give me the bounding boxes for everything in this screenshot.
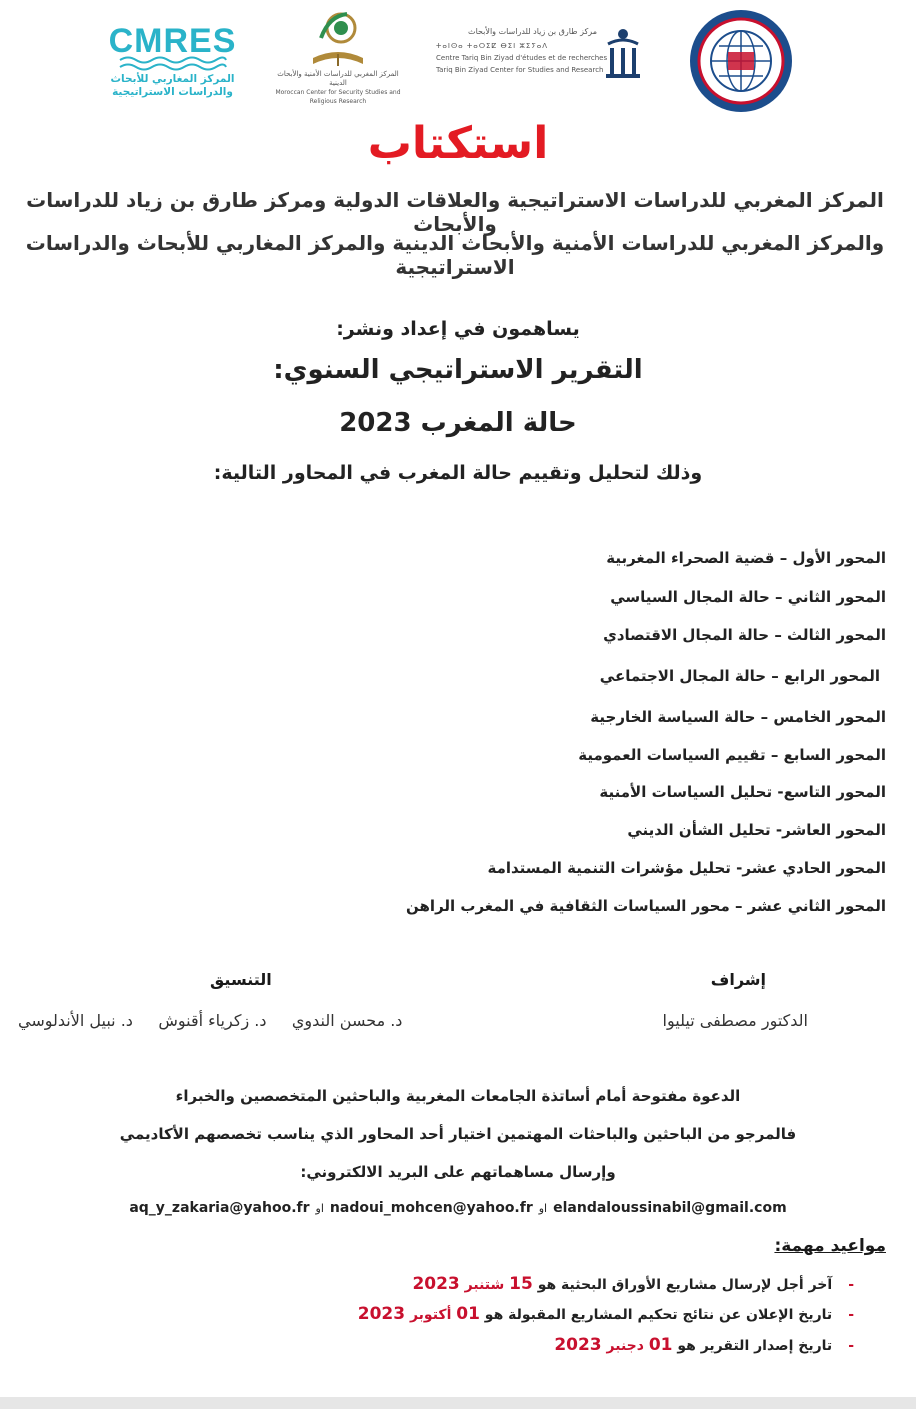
deadline-year: 2023 (412, 1274, 460, 1294)
deadline-year: 2023 (554, 1335, 602, 1355)
email-link-nadoui[interactable]: nadoui_mohcen@yahoo.fr (329, 1200, 533, 1216)
intro-line-1: المركز المغربي للدراسات الاستراتيجية والعلاقات الدولية ومركز طارق بن زياد للدراسات والأبحاث (26, 188, 884, 236)
bullet-dash: - (848, 1277, 854, 1293)
email-row (0, 1200, 916, 1216)
page-bottom-edge (0, 1397, 916, 1409)
tariq-center-en: Tariq Bin Ziyad Center for Studies and Research (436, 66, 604, 74)
axis-item: المحور الحادي عشر- تحليل مؤشرات التنمية المستدامة (487, 859, 886, 877)
bullet-dash: - (848, 1338, 854, 1354)
globe-seal-icon (688, 8, 794, 114)
deadline-item (358, 1304, 854, 1324)
deadlines-heading: مواعيد مهمة: (774, 1236, 886, 1256)
deadline-text: تاريخ الإعلان عن نتائج تحكيم المشاريع المقبولة هو (484, 1307, 833, 1323)
deadline-day: 01 (456, 1304, 480, 1324)
tariq-center-ar: مركز طارق بن زياد للدراسات والأبحاث (468, 27, 597, 36)
waves-icon (118, 55, 228, 73)
axis-item: المحور الثاني – حالة المجال السياسي (610, 588, 886, 606)
deadline-month: دجنبر (606, 1338, 644, 1354)
tariq-center-tifinagh: ⵜⴰⵏⵙⴰ ⵜⴰⵔⵉⵇ ⴱⵉⵏ ⵣⵉⵢⴰⴷ (436, 42, 549, 50)
deadline-item (554, 1335, 854, 1355)
deadline-text: آخر أجل لإرسال مشاريع الأوراق البحثية هو (537, 1277, 833, 1293)
email-separator: او (538, 1202, 548, 1215)
page-title: استكتاب (367, 118, 549, 169)
axis-item: المحور الأول – قضية الصحراء المغربية (606, 549, 886, 567)
deadline-month: شتنبر (464, 1277, 505, 1293)
axis-item: المحور السابع – تقييم السياسات العمومية (578, 746, 886, 764)
deadline-day: 15 (509, 1274, 533, 1294)
security-center-ar: المركز المغربي للدراسات الأمنية والأبحاث الدينية (277, 70, 399, 87)
deadline-day: 01 (648, 1335, 673, 1355)
analysis-line: وذلك لتحليل وتقييم حالة المغرب في المحاور التالية: (213, 462, 703, 484)
report-subtitle: حالة المغرب 2023 (339, 408, 577, 438)
call-line-2: فالمرجو من الباحثين والباحثات المهتمين اختيار أحد المحاور الذي يناسب تخصصهم الأكاديمي (119, 1125, 797, 1143)
coordination-heading: التنسيق (210, 970, 272, 989)
deadline-item (412, 1274, 854, 1294)
deadline-month: أكتوبر (409, 1307, 452, 1323)
security-center-en: Moroccan Center for Security Studies and Religious Research (275, 89, 401, 105)
axis-item: المحور الخامس – حالة السياسة الخارجية (590, 708, 886, 726)
tariq-bin-ziyad-logo (432, 22, 647, 92)
axis-item: المحور الثاني عشر – محور السياسات الثقافية في المغرب الراهن (406, 897, 886, 915)
email-link-elandaloussi[interactable]: elandaloussinabil@gmail.com (553, 1200, 787, 1216)
supervision-heading: إشراف (710, 970, 766, 989)
bullet-dash: - (848, 1307, 854, 1323)
cmres-logo-word: CMRES (108, 22, 237, 60)
deadline-text: تاريخ إصدار التقرير هو (677, 1338, 833, 1354)
intro-line-2: والمركز المغربي للدراسات الأمنية والأبحاث الدينية والمركز المغاربي للأبحاث والدراسات الاستراتيجية (25, 231, 885, 279)
axis-item: المحور الثالث – حالة المجال الاقتصادي (603, 626, 886, 644)
deadline-year: 2023 (357, 1304, 406, 1324)
axis-item: المحور الرابع – حالة المجال الاجتماعي (599, 667, 880, 685)
supervisor-name: الدكتور مصطفى تيليوا (662, 1011, 808, 1030)
axis-item: المحور العاشر- تحليل الشأن الديني (627, 821, 886, 839)
call-line-3: وإرسال مساهماتهم على البريد الالكتروني: (300, 1163, 616, 1181)
tariq-center-fr: Centre Tariq Bin Ziyad d'études et de recherches (436, 54, 608, 62)
book-emblem-icon (303, 8, 373, 70)
contribute-line: يساهمون في إعداد ونشر: (336, 318, 580, 340)
cmres-logo (110, 22, 235, 99)
pillar-emblem-icon (602, 26, 644, 82)
call-line-1: الدعوة مفتوحة أمام أساتذة الجامعات المغربية والباحثين المتخصصين والخبراء (175, 1087, 741, 1105)
report-title: التقرير الاستراتيجي السنوي: (273, 355, 643, 385)
email-link-zakaria[interactable]: aq_y_zakaria@yahoo.fr (129, 1200, 310, 1216)
cmres-logo-sub2: والدراسات الاستراتيجية (112, 86, 233, 98)
strategic-studies-seal (688, 8, 794, 114)
email-separator: او (315, 1202, 324, 1215)
axis-item: المحور التاسع- تحليل السياسات الأمنية (599, 783, 886, 801)
coordinator-names: د. محسن الندوي د. زكرياء أقنوش د. نبيل الأندلوسي (18, 1011, 403, 1030)
cmres-logo-sub1: المركز المغاربي للأبحاث (110, 73, 235, 85)
moroccan-center-security-logo (268, 8, 408, 106)
